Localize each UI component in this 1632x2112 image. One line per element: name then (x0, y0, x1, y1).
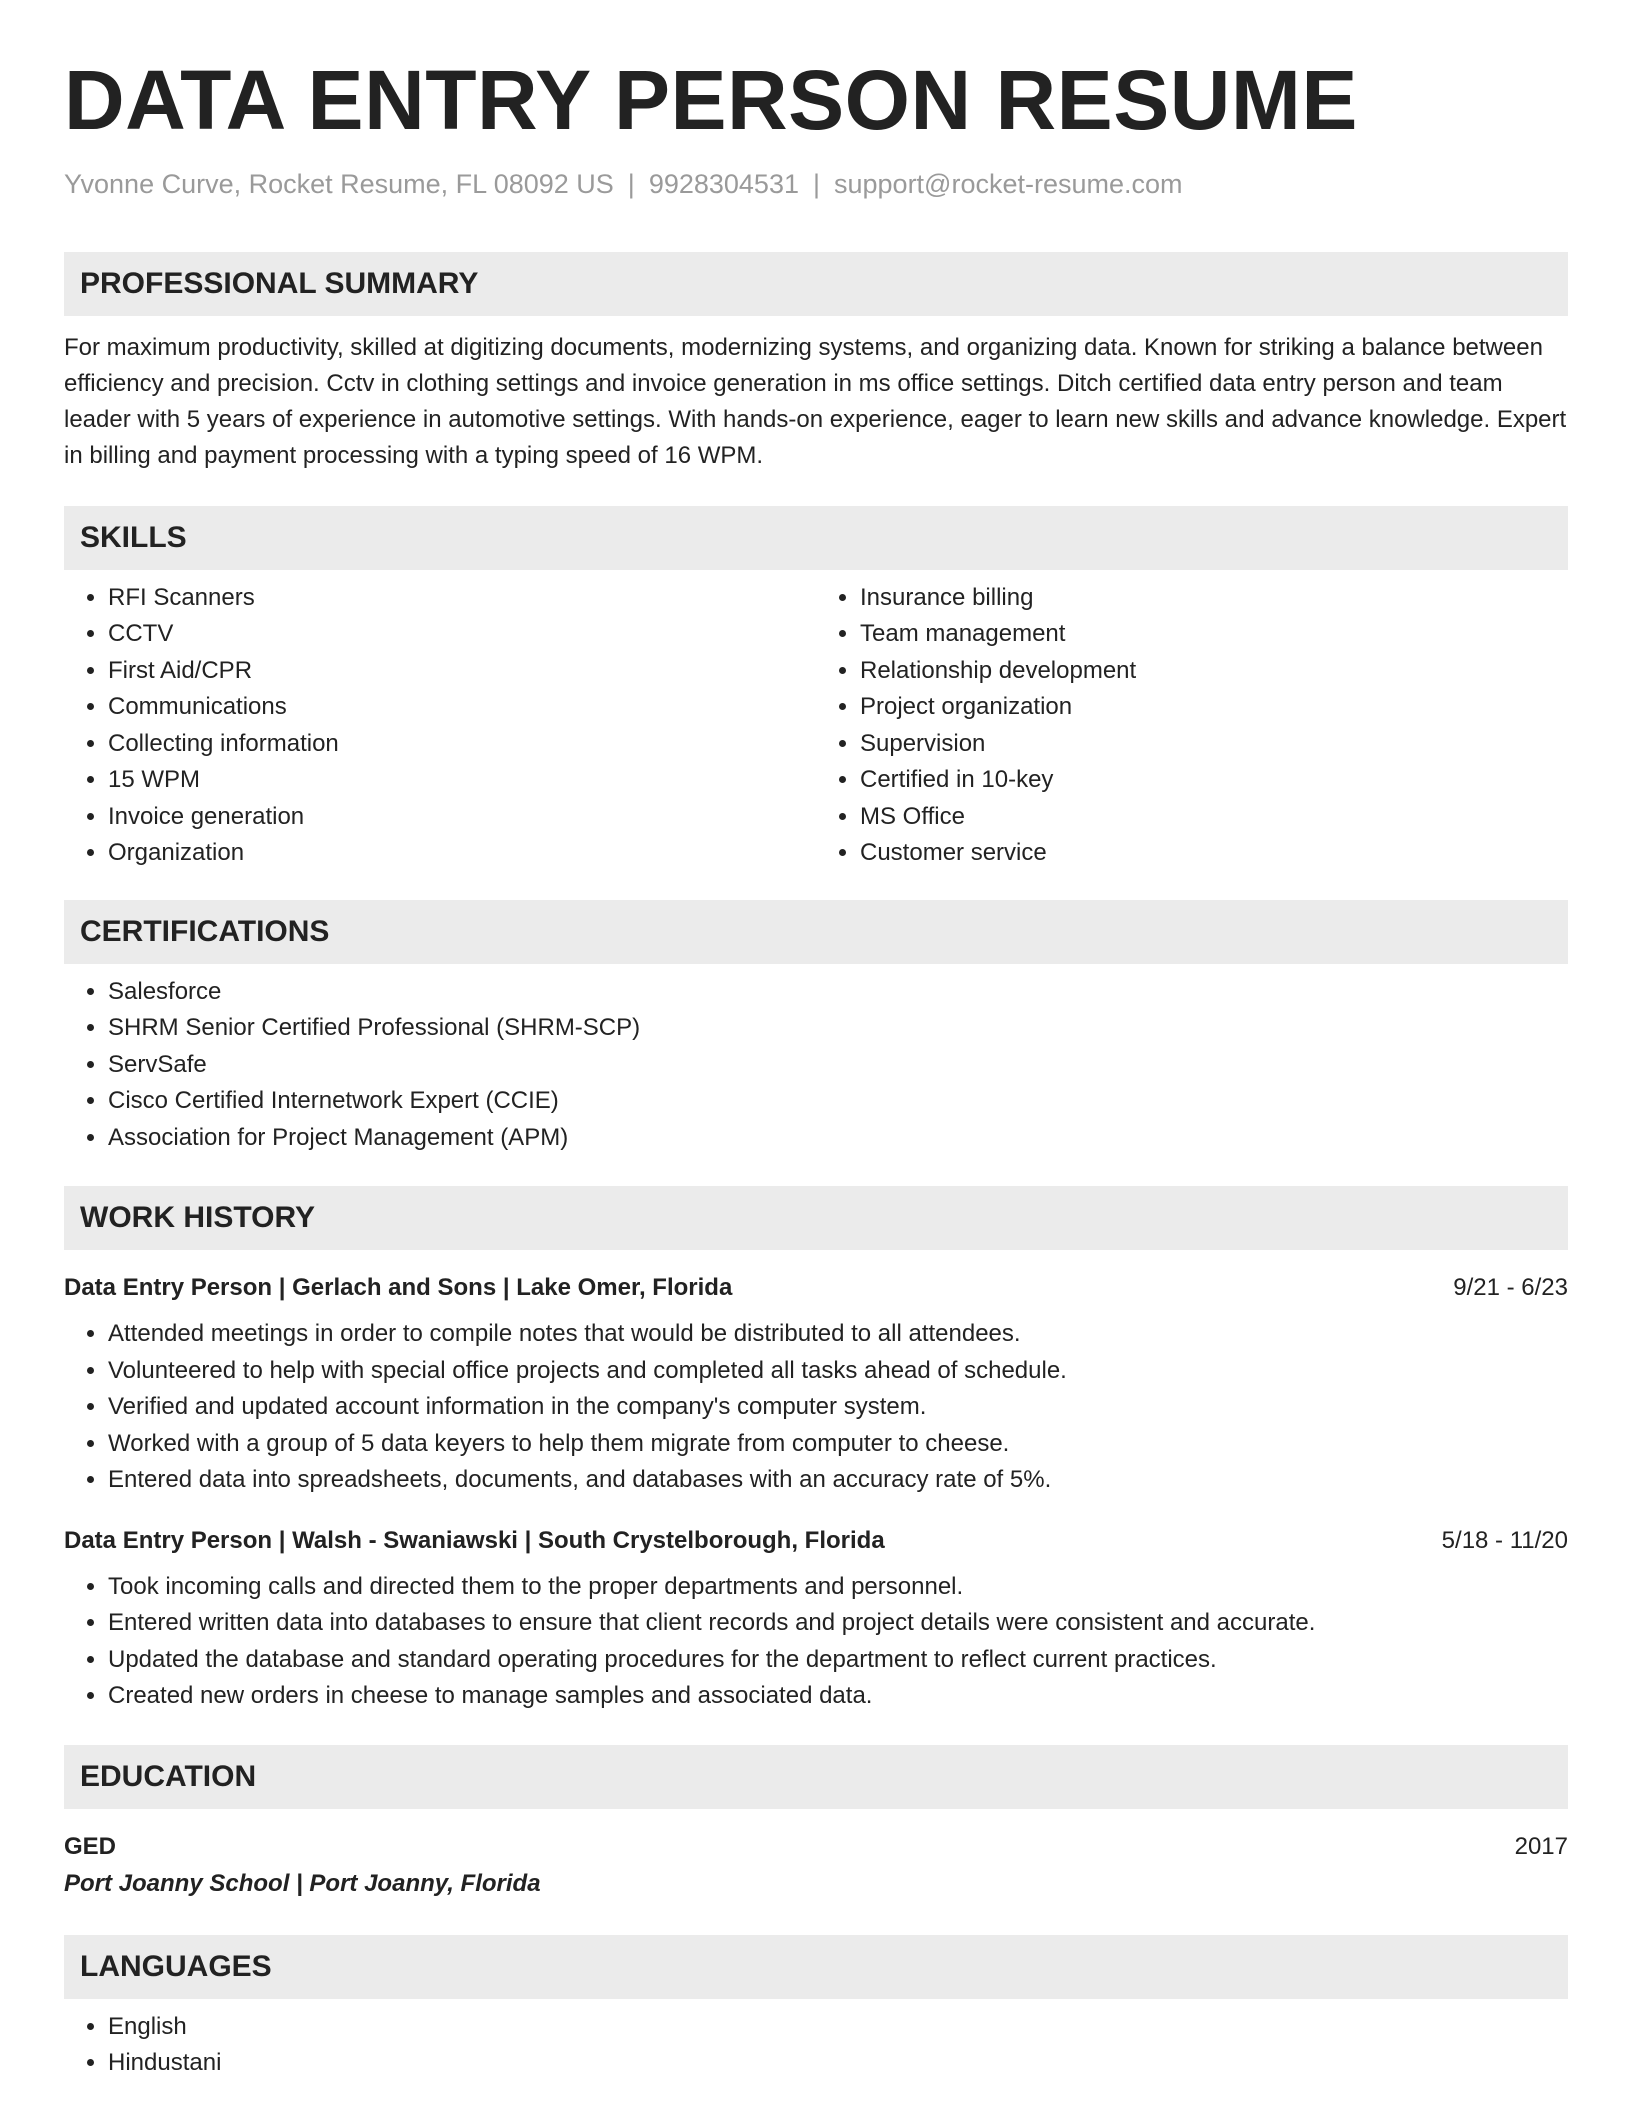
list-item: • Volunteered to help with special office projects and completed all tasks ahead of schedule. (108, 1353, 1568, 1390)
list-item: • CCTV (108, 616, 816, 653)
contact-line (64, 167, 1568, 202)
job-header (64, 1270, 1568, 1306)
skills-heading: SKILLS (64, 506, 1568, 570)
contact-separator: | (812, 168, 820, 199)
job-dates: 9/21 - 6/23 (1453, 1274, 1568, 1302)
work-section (64, 1186, 1568, 1715)
list-item: • SHRM Senior Certified Professional (SHRM-SCP) (108, 1010, 1568, 1047)
list-item: • Hindustani (108, 2045, 1568, 2082)
job-header (64, 1523, 1568, 1559)
certifications-section (64, 900, 1568, 1157)
job-entry (64, 1523, 1568, 1715)
education-year: 2017 (1514, 1832, 1568, 1860)
page-title: DATA ENTRY PERSON RESUME (64, 53, 1358, 147)
languages-section (64, 1935, 1568, 2082)
skills-section (64, 506, 1568, 872)
list-item: • Attended meetings in order to compile notes that would be distributed to all attendees. (108, 1316, 1568, 1353)
list-item: • RFI Scanners (108, 580, 816, 617)
summary-text: For maximum productivity, skilled at digitizing documents, modernizing systems, and organizing data. Known for striking a balance between efficiency and precision. Cctv in clothing settings and invoice generation in ms office settings. Ditch certified data entry person and team leader with 5 years of experience in automotive settings. With hands-on experience, eager to learn new skills and advance knowledge. Expert in billing and payment processing with a typing speed of 16 WPM. (64, 333, 1567, 469)
contact-address: Yvonne Curve, Rocket Resume, FL 08092 US (64, 168, 614, 199)
education-degree: GED (64, 1832, 117, 1860)
work-heading: WORK HISTORY (64, 1186, 1568, 1250)
job-entry (64, 1270, 1568, 1499)
education-section (64, 1745, 1568, 1903)
list-item: • 15 WPM (108, 762, 816, 799)
education-school: Port Joanny School | Port Joanny, Florida (64, 1869, 541, 1897)
job-bullets (64, 1569, 1568, 1715)
list-item: • Certified in 10-key (860, 762, 1568, 799)
list-item: • Entered written data into databases to ensure that client records and project details were consistent and accurate. (108, 1605, 1568, 1642)
list-item: • Verified and updated account information in the company's computer system. (108, 1389, 1568, 1426)
list-item: • Worked with a group of 5 data keyers to help them migrate from computer to cheese. (108, 1426, 1568, 1463)
list-item: • Association for Project Management (APM) (108, 1120, 1568, 1157)
list-item: • Entered data into spreadsheets, documents, and databases with an accuracy rate of 5%. (108, 1462, 1568, 1499)
skills-columns (64, 570, 1568, 872)
education-header (64, 1829, 1568, 1865)
list-item: • Project organization (860, 689, 1568, 726)
list-item: • Team management (860, 616, 1568, 653)
contact-email: support@rocket-resume.com (834, 168, 1183, 199)
languages-list (64, 2009, 1568, 2082)
skills-list-left (64, 580, 816, 872)
job-title: Data Entry Person | Walsh - Swaniawski | South Crystelborough, Florida (64, 1526, 885, 1554)
list-item: • MS Office (860, 799, 1568, 836)
languages-heading: LANGUAGES (64, 1935, 1568, 1999)
education-heading: EDUCATION (64, 1745, 1568, 1809)
job-bullets (64, 1316, 1568, 1499)
list-item: • Collecting information (108, 726, 816, 763)
list-item: • Invoice generation (108, 799, 816, 836)
list-item: • Cisco Certified Internetwork Expert (CCIE) (108, 1083, 1568, 1120)
job-dates: 5/18 - 11/20 (1441, 1526, 1568, 1554)
contact-separator: | (627, 168, 635, 199)
list-item: • Organization (108, 835, 816, 872)
list-item: • First Aid/CPR (108, 653, 816, 690)
certifications-heading: CERTIFICATIONS (64, 900, 1568, 964)
list-item: • Took incoming calls and directed them to the proper departments and personnel. (108, 1569, 1568, 1606)
list-item: • Communications (108, 689, 816, 726)
contact-phone: 9928304531 (648, 168, 799, 199)
summary-heading: PROFESSIONAL SUMMARY (64, 252, 1568, 316)
summary-section (64, 252, 1568, 474)
list-item: • Customer service (860, 835, 1568, 872)
list-item: • Created new orders in cheese to manage samples and associated data. (108, 1678, 1568, 1715)
list-item: • Insurance billing (860, 580, 1568, 617)
list-item: • Supervision (860, 726, 1568, 763)
list-item: • ServSafe (108, 1047, 1568, 1084)
list-item: • Updated the database and standard operating procedures for the department to reflect current practices. (108, 1642, 1568, 1679)
list-item: • Salesforce (108, 974, 1568, 1011)
list-item: • Relationship development (860, 653, 1568, 690)
job-title: Data Entry Person | Gerlach and Sons | Lake Omer, Florida (64, 1274, 733, 1302)
list-item: • English (108, 2009, 1568, 2046)
certifications-list (64, 974, 1568, 1157)
skills-list-right (816, 580, 1568, 872)
